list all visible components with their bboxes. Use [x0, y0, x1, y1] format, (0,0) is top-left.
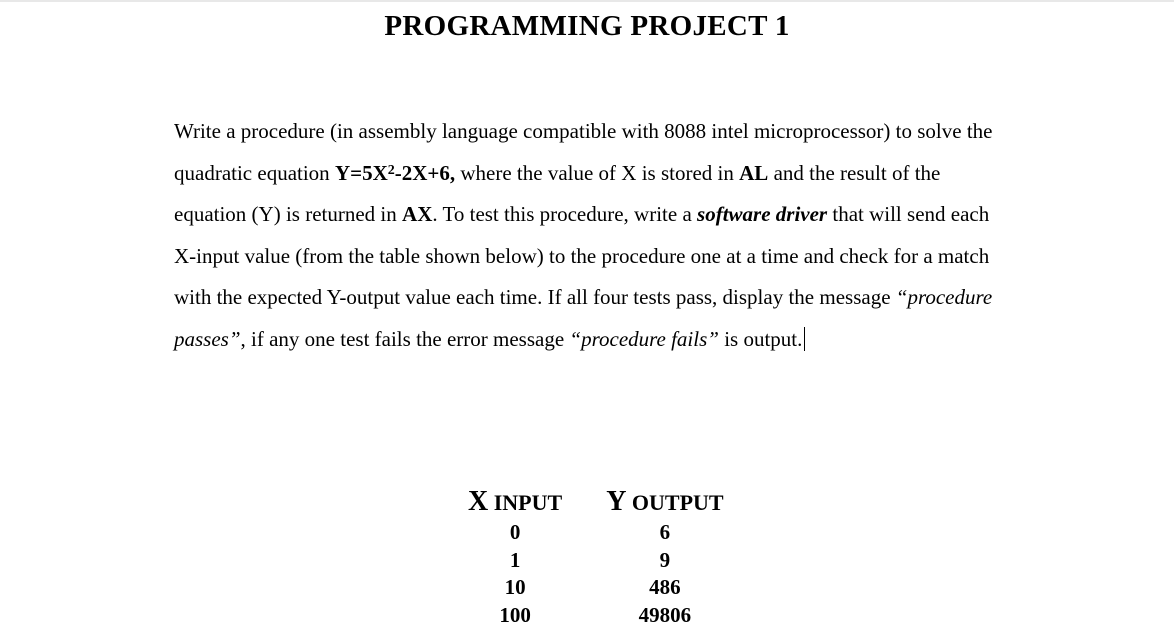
- header-x-input: X INPUT: [468, 485, 563, 517]
- table-row: [446, 602, 746, 630]
- table-header-row: [446, 484, 746, 519]
- x-input-cell: 10: [504, 575, 526, 600]
- paragraph-run: and the result of the equation (Y) is returned in: [174, 160, 941, 226]
- paragraph-run: -2X+6,: [394, 160, 456, 185]
- x-input-cell: 0: [509, 520, 521, 545]
- paragraph-run: , if any one test fails the error message: [240, 326, 570, 351]
- y-output-cell: 49806: [638, 602, 692, 627]
- paragraph-run: Write a procedure (in assembly language compatible with 8088 intel microprocessor) to solve the quadratic equation: [174, 119, 993, 185]
- document-title: PROGRAMMING PROJECT 1: [384, 10, 790, 42]
- paragraph-run: is output.: [718, 326, 803, 351]
- io-table: [446, 484, 746, 629]
- paragraph-run: . To test this procedure, write a: [432, 202, 698, 226]
- text-cursor: [804, 327, 805, 351]
- paragraph-run: AL: [739, 160, 769, 185]
- paragraph-run: “procedure fails”: [569, 326, 719, 351]
- paragraph-run: AX: [402, 202, 433, 226]
- paragraph-run: where the value of X is stored in: [455, 160, 740, 185]
- table-row: [446, 519, 746, 547]
- paragraph-run: 2: [387, 162, 395, 178]
- y-output-cell: 9: [659, 547, 671, 572]
- table-row: [446, 547, 746, 575]
- y-output-cell: 486: [649, 575, 681, 600]
- paragraph-run: software driver: [697, 202, 828, 226]
- paragraph-run: that will send each X-input value (from the table shown below) to the procedure one at a time and check for a match with the expected Y-output value each time. If all four tests pass, display the message: [174, 202, 990, 309]
- table-body: [446, 519, 746, 629]
- paragraph-run: Y=5X: [334, 160, 388, 185]
- body-paragraph[interactable]: [174, 111, 1014, 360]
- header-y-output: Y OUTPUT: [606, 485, 724, 517]
- x-input-cell: 1: [509, 547, 521, 572]
- paragraph-run: “procedure passes”: [174, 285, 993, 351]
- x-input-cell: 100: [499, 602, 531, 627]
- page-top-edge: [0, 0, 1174, 2]
- y-output-cell: 6: [659, 520, 671, 545]
- table-row: [446, 574, 746, 602]
